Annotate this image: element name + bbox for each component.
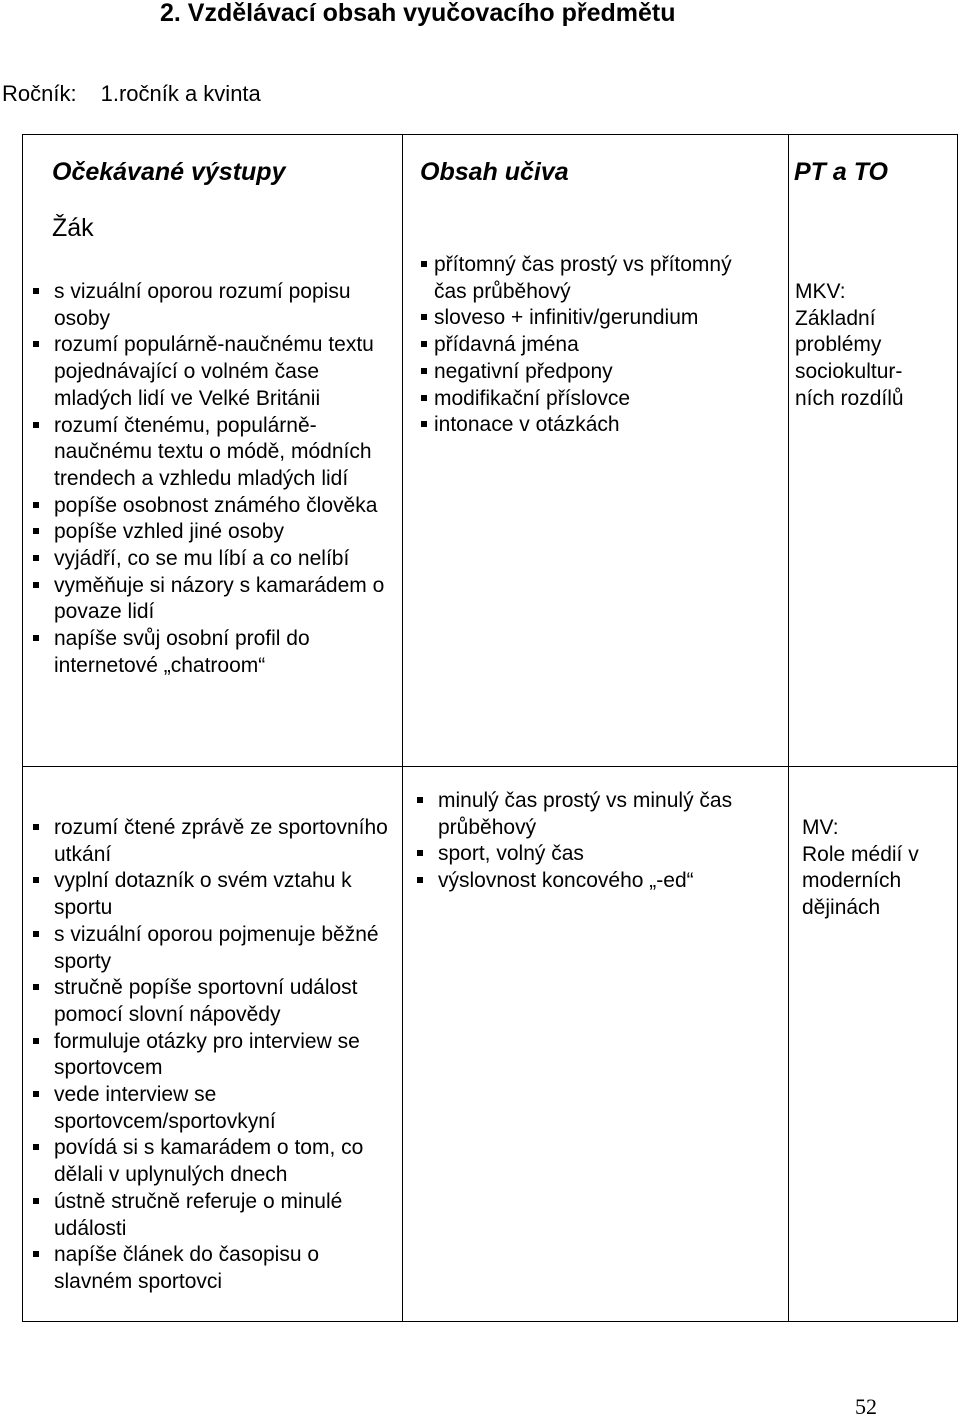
grade-line [2, 80, 261, 108]
list-item: modifikační příslovce [417, 386, 769, 413]
column-divider-2 [788, 135, 789, 1321]
list-item: rozumí čtené zprávě ze sportovního utkání [23, 815, 401, 868]
list-item: formuluje otázky pro interview se sportovcem [23, 1029, 401, 1082]
pt-text: Role médií v moderních dějinách [802, 842, 919, 920]
list-item: vyplní dotazník o svém vztahu k sportu [23, 868, 401, 921]
list-item: povídá si s kamarádem o tom, co dělali v uplynulých dnech [23, 1135, 401, 1188]
pt-label: MV: [802, 816, 839, 839]
row-divider [23, 766, 957, 767]
list-item: rozumí populárně-naučnému textu pojednávající o volném čase mladých lidí ve Velké Británii [23, 332, 395, 412]
list-item: s vizuální oporou pojmenuje běžné sporty [23, 922, 401, 975]
list-item: stručně popíše sportovní událost pomocí slovní nápovědy [23, 975, 401, 1028]
row1-content [417, 252, 769, 439]
row2-content [407, 788, 777, 895]
list-item: minulý čas prostý vs minulý čas průběhový [407, 788, 777, 841]
list-item: napíše svůj osobní profil do internetové „chatroom“ [23, 626, 395, 679]
row1-outcomes [23, 279, 395, 680]
row2-outcomes [23, 815, 401, 1296]
row2-pt-to [796, 815, 936, 922]
list-item: popíše vzhled jiné osoby [23, 519, 395, 546]
list-item: napíše článek do časopisu o slavném sportovci [23, 1242, 401, 1295]
list-item: výslovnost koncového „-ed“ [407, 868, 777, 895]
list-item: intonace v otázkách [417, 412, 769, 439]
list-item: vede interview se sportovcem/sportovkyní [23, 1082, 401, 1135]
list-item: sport, volný čas [407, 841, 777, 868]
header-pt-to: PT a TO [794, 158, 889, 186]
header-outcomes: Očekávané výstupy [52, 158, 286, 186]
list-item: popíše osobnost známého člověka [23, 493, 395, 520]
grade-label: Ročník: [2, 81, 77, 106]
list-item: ústně stručně referuje o minulé události [23, 1189, 401, 1242]
student-label: Žák [52, 214, 94, 242]
pt-text: Základní problémy sociokultur-ních rozdílů [795, 306, 904, 410]
list-item: s vizuální oporou rozumí popisu osoby [23, 279, 395, 332]
list-item: vyjádří, co se mu líbí a co nelíbí [23, 546, 395, 573]
list-item: sloveso + infinitiv/gerundium [417, 305, 769, 332]
list-item: negativní předpony [417, 359, 769, 386]
header-content: Obsah učiva [420, 158, 569, 186]
list-item: vyměňuje si názory s kamarádem o povaze lidí [23, 573, 395, 626]
page-title: 2. Vzdělávací obsah vyučovacího předmětu [160, 0, 676, 27]
grade-value: 1.ročník a kvinta [100, 81, 261, 106]
list-item: přítomný čas prostý vs přítomný čas průběhový [417, 252, 769, 305]
list-item: rozumí čtenému, populárně-naučnému textu o módě, módních trendech a vzhledu mladých lidí [23, 413, 395, 493]
pt-label: MKV: [795, 280, 846, 303]
row1-pt-to [795, 279, 935, 413]
curriculum-table [22, 134, 958, 1322]
page-number: 52 [855, 1394, 877, 1419]
column-divider-1 [402, 135, 403, 1321]
list-item: přídavná jména [417, 332, 769, 359]
